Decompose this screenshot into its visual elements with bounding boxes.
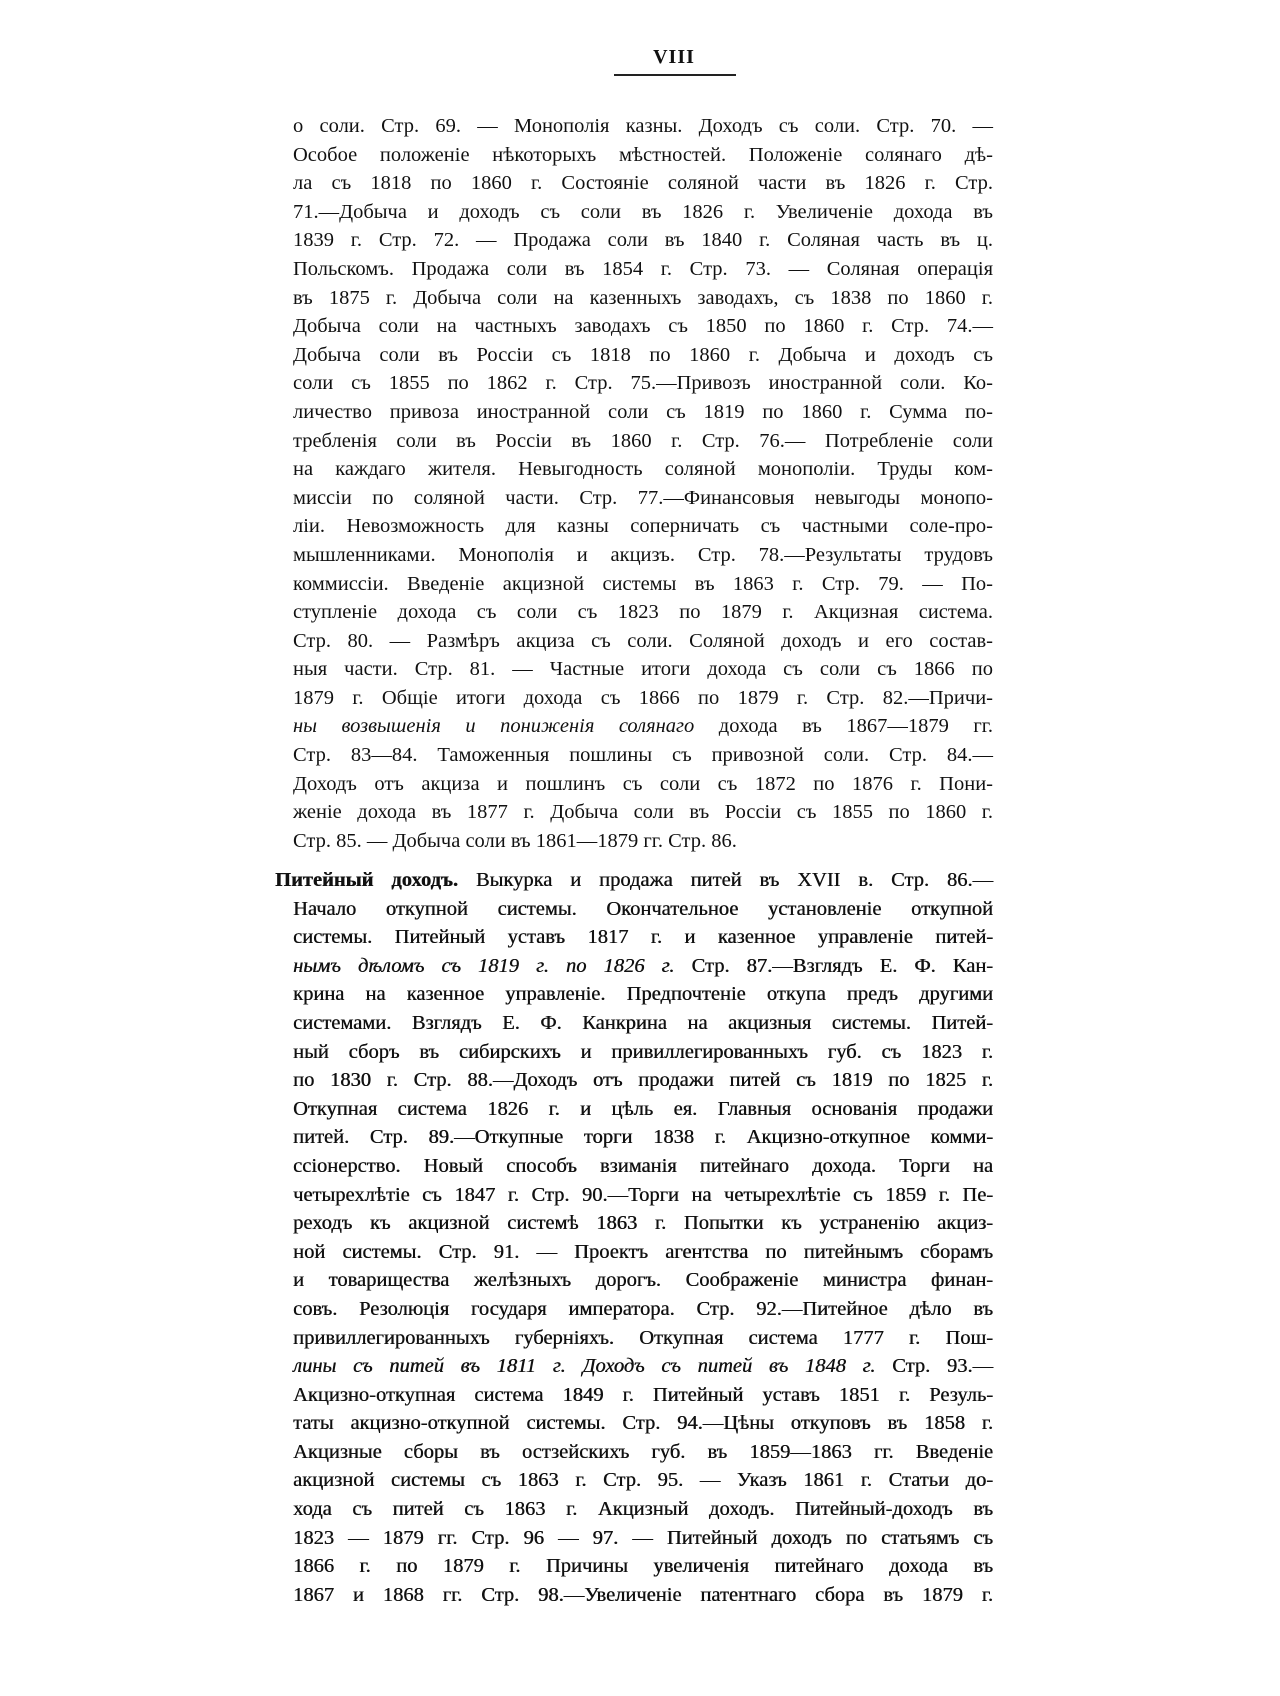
text-line <box>293 712 993 741</box>
text-line <box>293 952 993 981</box>
text-line: системами. Взглядъ Е. Ф. Канкрина на акцизныя системы. Питей- <box>293 1011 993 1034</box>
text-line: о соли. Стр. 69. — Монополія казны. Доходъ съ соли. Стр. 70. — <box>293 115 993 137</box>
section-salt-revenue <box>293 112 993 855</box>
text-line: Акцизные сборы въ остзейскихъ губ. въ 1859—1863 гг. Введеніе <box>293 1440 993 1463</box>
text-line: хода съ питей съ 1863 г. Акцизный доходъ. Питейный-доходъ въ <box>293 1498 993 1521</box>
italic-text: лины съ питей въ 1811 г. Доходъ съ питей въ 1848 г. <box>293 1355 876 1378</box>
text-segment: Выкурка и продажа питей въ XVII в. Стр. 86.— <box>457 869 993 891</box>
text-segment: Стр. 93.— <box>875 1355 993 1378</box>
page-number: VIII <box>653 46 695 68</box>
text-line: ной системы. Стр. 91. — Проектъ агентства по питейнымъ сборамъ <box>293 1240 993 1263</box>
text-line: Стр. 83—84. Таможенныя пошлины съ привозной соли. Стр. 84.— <box>293 744 993 767</box>
text-line: Стр. 80. — Размѣръ акциза съ соли. Соляной доходъ и его состав- <box>293 629 993 652</box>
text-line: женіе дохода въ 1877 г. Добыча соли въ Россіи съ 1855 по 1860 г. <box>293 801 993 824</box>
text-line: 1823 — 1879 гг. Стр. 96 — 97. — Питейный доходъ по статьямъ съ <box>293 1526 993 1549</box>
text-line: Акцизно-откупная система 1849 г. Питейный уставъ 1851 г. Резуль- <box>293 1383 993 1406</box>
text-line: Добыча соли въ Россіи съ 1818 по 1860 г. Добыча и доходъ съ <box>293 343 993 366</box>
text-line: Особое положеніе нѣкоторыхъ мѣстностей. Положеніе солянаго дѣ- <box>293 143 993 166</box>
text-line: ліи. Невозможность для казны соперничать съ частными соле-про- <box>293 515 993 538</box>
section-heading: Питейный доходъ. <box>275 869 458 891</box>
text-line: по 1830 г. Стр. 88.—Доходъ отъ продажи питей съ 1819 по 1825 г. <box>293 1069 993 1092</box>
italic-text: ны возвышенія и пониженія солянаго <box>293 715 695 738</box>
text-segment: дохода въ 1867—1879 гг. <box>694 715 993 738</box>
text-line: 1867 и 1868 гг. Стр. 98.—Увеличеніе патентнаго сбора въ 1879 г. <box>293 1583 993 1606</box>
text-line: привиллегированныхъ губерніяхъ. Откупная система 1777 г. Пош- <box>293 1326 993 1349</box>
text-line: 1879 г. Общіе итоги дохода съ 1866 по 1879 г. Стр. 82.—Причи- <box>293 686 993 709</box>
section-drink-revenue <box>275 866 993 1609</box>
header-rule <box>614 74 736 76</box>
text-line: 1866 г. по 1879 г. Причины увеличенія питейнаго дохода въ <box>293 1555 993 1578</box>
text-line: на каждаго жителя. Невыгодность соляной монополіи. Труды ком- <box>293 458 993 481</box>
text-line: ныя части. Стр. 81. — Частные итоги дохода съ соли съ 1866 по <box>293 658 993 681</box>
text-line: Польскомъ. Продажа соли въ 1854 г. Стр. 73. — Соляная операція <box>293 257 993 280</box>
text-line: ссіонерство. Новый способъ взиманія питейнаго дохода. Торги на <box>293 1154 993 1177</box>
text-line: реходъ къ акцизной системѣ 1863 г. Попытки къ устраненію акциз- <box>293 1212 993 1235</box>
text-segment: Стр. 87.—Взглядъ Е. Ф. Кан- <box>674 954 993 977</box>
text-line: личество привоза иностранной соли съ 1819 по 1860 г. Сумма по- <box>293 400 993 423</box>
text-line: коммиссіи. Введеніе акцизной системы въ 1863 г. Стр. 79. — По- <box>293 572 993 595</box>
text-line: таты акцизно-откупной системы. Стр. 94.—Цѣны откуповъ въ 1858 г. <box>293 1412 993 1435</box>
text-line: соли съ 1855 по 1862 г. Стр. 75.—Привозъ иностранной соли. Ко- <box>293 372 993 395</box>
text-line: системы. Питейный уставъ 1817 г. и казенное управленіе питей- <box>293 926 993 949</box>
text-line: ный сборъ въ сибирскихъ и привиллегированныхъ губ. съ 1823 г. <box>293 1040 993 1063</box>
text-line: ла съ 1818 по 1860 г. Состояніе соляной части въ 1826 г. Стр. <box>293 172 993 195</box>
text-line: Стр. 85. — Добыча соли въ 1861—1879 гг. Стр. 86. <box>293 829 737 852</box>
text-line <box>275 866 993 895</box>
text-line: питей. Стр. 89.—Откупные торги 1838 г. Акцизно-откупное комми- <box>293 1126 993 1149</box>
text-line <box>293 1352 993 1381</box>
italic-text: нымъ дѣломъ съ 1819 г. по 1826 г. <box>293 954 675 977</box>
text-line: 71.—Добыча и доходъ съ соли въ 1826 г. Увеличеніе дохода въ <box>293 200 993 223</box>
text-line: четырехлѣтіе съ 1847 г. Стр. 90.—Торги на четырехлѣтіе съ 1859 г. Пе- <box>293 1183 993 1206</box>
text-line: акцизной системы съ 1863 г. Стр. 95. — Указъ 1861 г. Статьи до- <box>293 1469 993 1492</box>
text-line: крина на казенное управленіе. Предпочтеніе откупа предъ другими <box>293 983 993 1006</box>
text-line: 1839 г. Стр. 72. — Продажа соли въ 1840 г. Соляная часть въ ц. <box>293 229 993 252</box>
text-line: Добыча соли на частныхъ заводахъ съ 1850 по 1860 г. Стр. 74.— <box>293 315 993 338</box>
text-line: Откупная система 1826 г. и цѣль ея. Главныя основанія продажи <box>293 1097 993 1120</box>
text-line: и товарищества желѣзныхъ дорогъ. Соображеніе министра финан- <box>293 1269 993 1292</box>
text-line: мышленниками. Монополія и акцизъ. Стр. 78.—Результаты трудовъ <box>293 543 993 566</box>
text-line: Начало откупной системы. Окончательное установленіе откупной <box>293 897 993 920</box>
text-line: миссіи по соляной части. Стр. 77.—Финансовыя невыгоды монопо- <box>293 486 993 509</box>
text-line: ступленіе дохода съ соли съ 1823 по 1879 г. Акцизная система. <box>293 601 993 624</box>
text-line: въ 1875 г. Добыча соли на казенныхъ заводахъ, съ 1838 по 1860 г. <box>293 286 993 309</box>
text-line: совъ. Резолюція государя императора. Стр. 92.—Питейное дѣло въ <box>293 1297 993 1320</box>
text-line: требленія соли въ Россіи въ 1860 г. Стр. 76.— Потребленіе соли <box>293 429 993 452</box>
text-line: Доходъ отъ акциза и пошлинъ съ соли съ 1872 по 1876 г. Пони- <box>293 772 993 795</box>
